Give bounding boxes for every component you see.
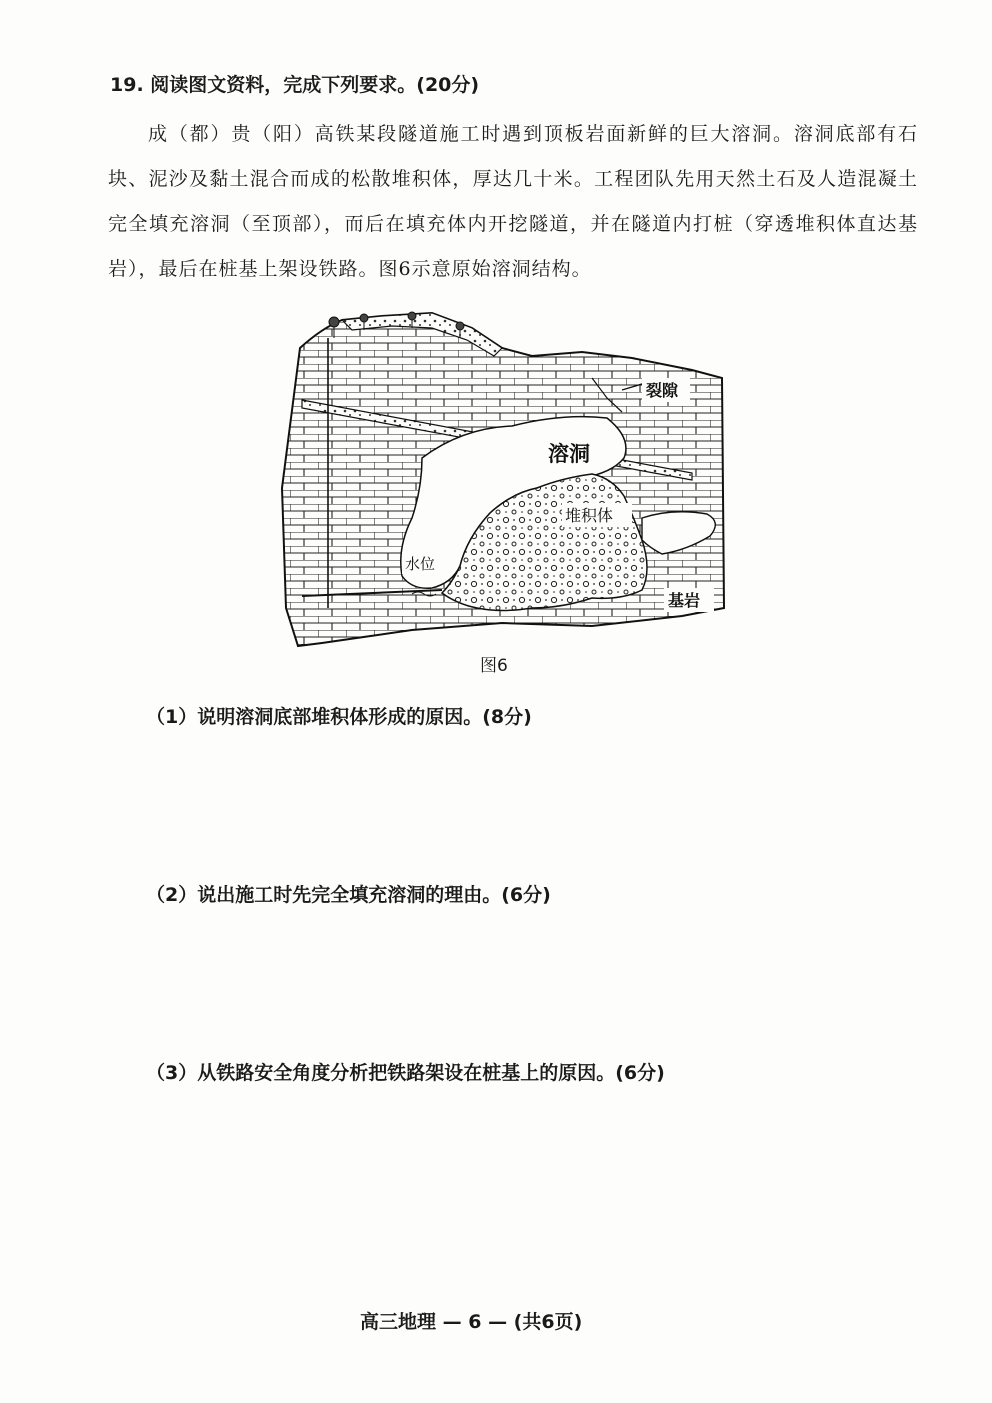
label-deposit: 堆积体	[565, 506, 614, 525]
question-title: 19. 阅读图文资料，完成下列要求。(20分)	[110, 74, 480, 96]
cave-diagram-svg	[262, 308, 742, 658]
subquestion-3: （3）从铁路安全角度分析把铁路架设在桩基上的原因。(6分)	[146, 1062, 665, 1084]
label-fissure: 裂隙	[646, 381, 679, 400]
question-intro: 成（都）贵（阳）高铁某段隧道施工时遇到顶板岩面新鲜的巨大溶洞。溶洞底部有石块、泥沙及黏土混合而成的松散堆积体，厚达几十米。工程团队先用天然土石及人造混凝土完全填充溶洞（至顶部），而后在填充体内开挖隧道，并在隧道内打桩（穿透堆积体直达基岩），最后在桩基上架设铁路。图6示意原始溶洞结构。	[108, 123, 918, 280]
figure-caption: 图6	[480, 656, 508, 676]
label-water-level: 水位	[405, 555, 436, 573]
subquestion-1: （1）说明溶洞底部堆积体形成的原因。(8分)	[146, 706, 532, 728]
subquestion-2: （2）说出施工时先完全填充溶洞的理由。(6分)	[146, 884, 551, 906]
label-bedrock: 基岩	[668, 591, 701, 610]
page-footer: 高三地理 — 6 — (共6页)	[360, 1311, 583, 1333]
figure-cave-diagram	[262, 308, 742, 668]
label-cave: 溶洞	[548, 442, 590, 466]
